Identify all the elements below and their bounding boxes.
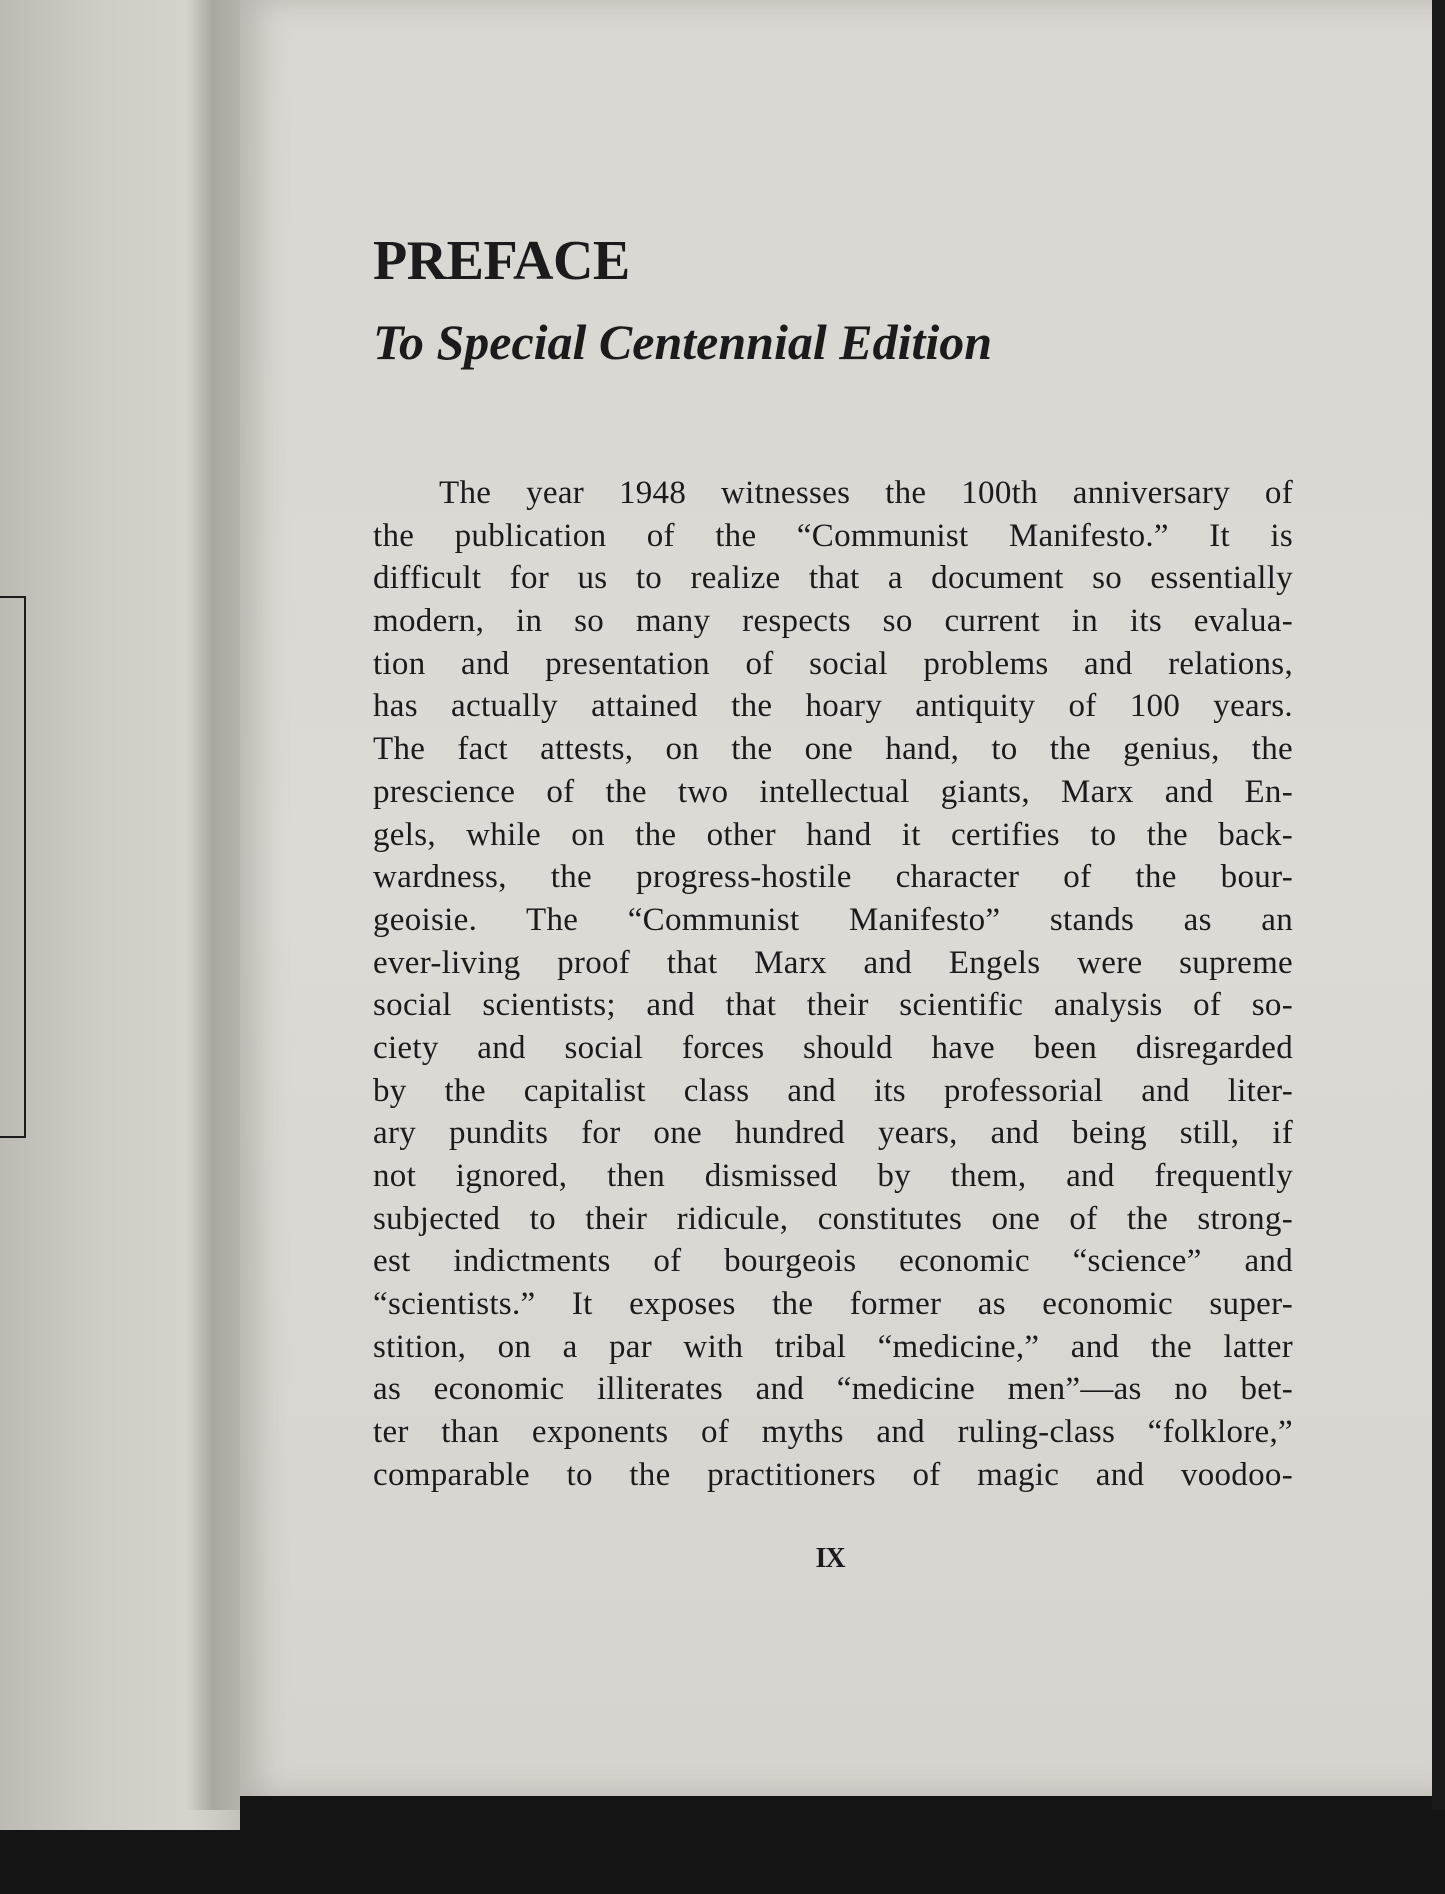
text-line: modern, in so many respects so current in its evalua-: [373, 603, 1293, 640]
page-title: PREFACE: [373, 230, 630, 292]
text-line: comparable to the practitioners of magic and voodoo-: [373, 1456, 1293, 1493]
text-line: difficult for us to realize that a document so essentially: [373, 560, 1293, 597]
preface-text-block: [373, 230, 1293, 1497]
text-line: has actually attained the hoary antiquity of 100 years.: [373, 688, 1293, 725]
text-line: The fact attests, on the one hand, to the genius, the: [373, 731, 1293, 768]
text-line: social scientists; and that their scientific analysis of so-: [373, 987, 1293, 1024]
text-line: by the capitalist class and its professorial and liter-: [373, 1072, 1293, 1109]
right-page-edge: [1432, 0, 1445, 1810]
text-line: subjected to their ridicule, constitutes one of the strong-: [373, 1200, 1293, 1237]
text-line: “scientists.” It exposes the former as economic super-: [373, 1286, 1293, 1323]
text-line: as economic illiterates and “medicine men”—as no bet-: [373, 1371, 1293, 1408]
text-line: stition, on a par with tribal “medicine,” and the latter: [373, 1328, 1293, 1365]
text-line: ever-living proof that Marx and Engels were supreme: [373, 944, 1293, 981]
text-line: prescience of the two intellectual giants, Marx and En-: [373, 773, 1293, 810]
text-line: gels, while on the other hand it certifies to the back-: [373, 816, 1293, 853]
text-line: wardness, the progress-hostile character of the bour-: [373, 859, 1293, 896]
text-line: ciety and social forces should have been disregarded: [373, 1029, 1293, 1066]
text-line: ary pundits for one hundred years, and being still, if: [373, 1115, 1293, 1152]
text-line: geoisie. The “Communist Manifesto” stands as an: [373, 901, 1293, 938]
left-page-box-outline: [0, 596, 26, 1138]
body-paragraph: [373, 472, 1293, 1497]
text-line: The year 1948 witnesses the 100th anniversary of: [439, 475, 1293, 511]
text-line: tion and presentation of social problems and relations,: [373, 645, 1293, 682]
spine-shadow: [186, 0, 246, 1810]
text-line: the publication of the “Communist Manifesto.” It is: [373, 517, 1293, 554]
page-number: IX: [815, 1543, 845, 1574]
text-line: est indictments of bourgeois economic “science” and: [373, 1243, 1293, 1280]
text-line: ter than exponents of myths and ruling-class “folklore,”: [373, 1414, 1293, 1451]
page-subtitle: To Special Centennial Edition: [373, 314, 993, 370]
text-line: not ignored, then dismissed by them, and frequently: [373, 1158, 1293, 1194]
